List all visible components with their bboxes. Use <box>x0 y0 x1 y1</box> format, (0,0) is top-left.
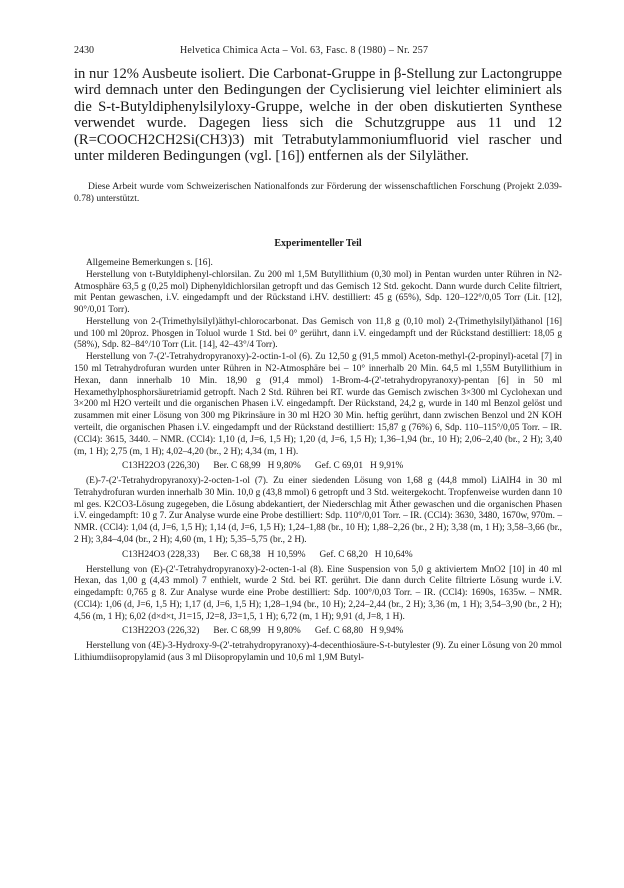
elemental-analysis: C13H22O3 (226,32) Ber. C 68,99 H 9,80% Gef. C 68,80 H 9,94% <box>122 626 404 637</box>
procedure-octinol: Herstellung von 7-(2'-Tetrahydropyranoxy)-2-octin-1-ol (6). Zu 12,50 g (91,5 mmol) Aceton-methyl-(2-propinyl)-acetal [7] in 150 ml Tetrahydrofuran wurden unter Rühren in N2-Atmosphäre bei – 10° innerhalb 20 Min. 64,5 ml 1,55M Butyllithium in Hexan, dann innerhalb 10 Min. 18,90 g (91,4 mmol) 1-Brom-4-(2'-tetrahydropyranoxy)-pentan [6] in 50 ml Hexamethylphosphorsäuretriamid getropft. Nach 2 Std. Rühren bei RT. wurde das Gemisch zwischen 3×300 ml Cyclohexan und 3×200 ml H2O verteilt und die organischen Phasen i.V. eingedampft. Der Rückstand, 24,2 g, wurde in 140 ml Benzol gelöst und zusammen mit einer Lösung von 300 mg Pikrinsäure in 30 ml H2O 30 Min. heftig gerührt, dann zwischen Benzol und 2N KOH verteilt, die organischen Phasen i.V. eingedampft und der Rückstand destilliert: 15,87 g (76%) 6, Sdp. 110–115°/0,05 Torr. – IR. (CCl4): 3615, 3440. – NMR. (CCl4): 1,10 (d, J=6, 1,5 H); 1,20 (d, J=6, 1,5 H); 1,36–1,94 (br., 10 H); 2,06–2,40 (br., 2 H); 3,40 (m, 1 H); 2,75 (m, 1 H); 4,02–4,20 (br., 2 H); 4,34 (m, 1 H). <box>74 352 562 457</box>
acknowledgement: Diese Arbeit wurde vom Schweizerischen Nationalfonds zur Förderung der wissenschaftlichen Forschung (Projekt 2.039-0.78) unterstützt. <box>74 181 562 205</box>
procedure-octenal: Herstellung von (E)-(2'-Tetrahydropyranoxy)-2-octen-1-al (8). Eine Suspension von 5,0 g aktiviertem MnO2 [10] in 40 ml Hexan, das 1,00 g (4,43 mmol) 7 enthielt, wurde 2 Std. bei RT. gerührt. Die dann durch Celite filtrierte Lösung wurde i.V. eingedampft: 0,765 g 8. Zur Analyse wurde eine Probe destilliert: Sdp. 100°/0,03 Torr. – IR. (CCl4): 1690s, 1635w. – NMR. (CCl4): 1,06 (d, J=6, 1,5 H); 1,17 (d, J=6, 1,5 H); 1,28–1,94 (br., 10 H); 2,24–2,44 (br., 2 H); 3,36 (m, 1 H); 3,54–3,90 (br., 2 H); 4,56 (m, 1 H); 6,02 (d×d×t, J1=15, J2=8, J3=1,5, 1 H); 6,72 (m, 1 H); 9,91 (d, J=8, 1 H). <box>74 564 562 622</box>
procedure-carbonate: Herstellung von 2-(Trimethylsilyl)äthyl-chlorocarbonat. Das Gemisch von 11,8 g (0,10 mol) 2-(Trimethylsilyl)äthanol [16] und 100 ml 20proz. Phosgen in Toluol wurde 1 Std. bei 0° gerührt, dann i.V. eingedampft und der Rückstand destilliert: 18,05 g (58%), Sdp. 82–84°/10 Torr (Lit. [14], 42–43°/4 Torr). <box>74 316 562 351</box>
general-remarks: Allgemeine Bemerkungen s. [16]. <box>86 258 213 268</box>
lead-paragraph: in nur 12% Ausbeute isoliert. Die Carbonat-Gruppe in β-Stellung zur Lactongruppe wird demnach unter den Bedingungen der Cyclisierung viel leichter eliminiert als die S-t-Butyldiphenylsilyloxy-Gruppe, welche in der oben diskutierten Synthese verwendet wurde. Dagegen liess sich die Schutzgruppe aus 11 und 12 (R=COOCH2CH2Si(CH3)3) mit Tetrabutylammoniumfluorid viel rascher und unter milderen Bedingungen (vgl. [16]) entfernen als der Silyläther. <box>74 66 562 165</box>
section-heading: Experimenteller Teil <box>274 238 362 249</box>
running-head <box>74 44 562 58</box>
elemental-analysis: C13H22O3 (226,30) Ber. C 68,99 H 9,80% Gef. C 69,01 H 9,91% <box>122 461 404 472</box>
procedure-octenol: (E)-7-(2'-Tetrahydropyranoxy)-2-octen-1-ol (7). Zu einer siedenden Lösung von 1,68 g (44,8 mmol) LiAlH4 in 30 ml Tetrahydrofuran wurden innerhalb 30 Min. 10,0 g (43,8 mmol) 6 getropft und 3 Std. weitergekocht. Tropfenweise wurden dann 10 ml ges. K2CO3-Lösung zugegeben, die Lösung abdekantiert, der Niederschlag mit Äther gewaschen und die organischen Phasen i.V. eingedampft: 10 g 7. Zur Analyse wurde eine Probe destilliert: Sdp. 110°/0,01 Torr. – IR. (CCl4): 3630, 3480, 1670w, 970m. – NMR. (CCl4): 1,04 (d, J=6, 1,5 H); 1,14 (d, J=6, 1,5 H); 1,24–1,88 (br., 10 H); 1,88–2,26 (br., 2 H); 3,38 (m, 1 H); 3,58–3,66 (br., 2 H); 3,84–4,04 (br., 2 H); 4,60 (m, 1 H); 5,35–5,75 (br., 2 H). <box>74 476 562 545</box>
procedure-thioester: Herstellung von (4E)-3-Hydroxy-9-(2'-tetrahydropyranoxy)-4-decenthiosäure-S-t-butylester (9). Zu einer Lösung von 20 mmol Lithiumdiisopropylamid (aus 3 ml Diisopropylamin und 10,6 ml 1,9M Butyl- <box>74 641 563 663</box>
journal-citation: Helvetica Chimica Acta – Vol. 63, Fasc. 8 (1980) – Nr. 257 <box>180 45 429 56</box>
procedure-silane: Herstellung von t-Butyldiphenyl-chlorsilan. Zu 200 ml 1,5M Butyllithium (0,30 mol) in Pentan wurden unter Rühren in N2-Atmosphäre 63,5 g (0,25 mol) Diphenyldichlorsilan getropft und das Gemisch 12 Std. gekocht. Dann wurde durch Celite filtriert, mit Pentan gewaschen, i.V. eingedampft und der Rückstand i.HV. destilliert: 45 g (65%), Sdp. 120–122°/0,05 Torr (Lit. [12], 90°/0,01 Torr). <box>74 269 562 316</box>
elemental-analysis: C13H24O3 (228,33) Ber. C 68,38 H 10,59% Gef. C 68,20 H 10,64% <box>122 549 413 560</box>
experimental-section <box>74 258 562 665</box>
page-number: 2430 <box>74 45 94 56</box>
